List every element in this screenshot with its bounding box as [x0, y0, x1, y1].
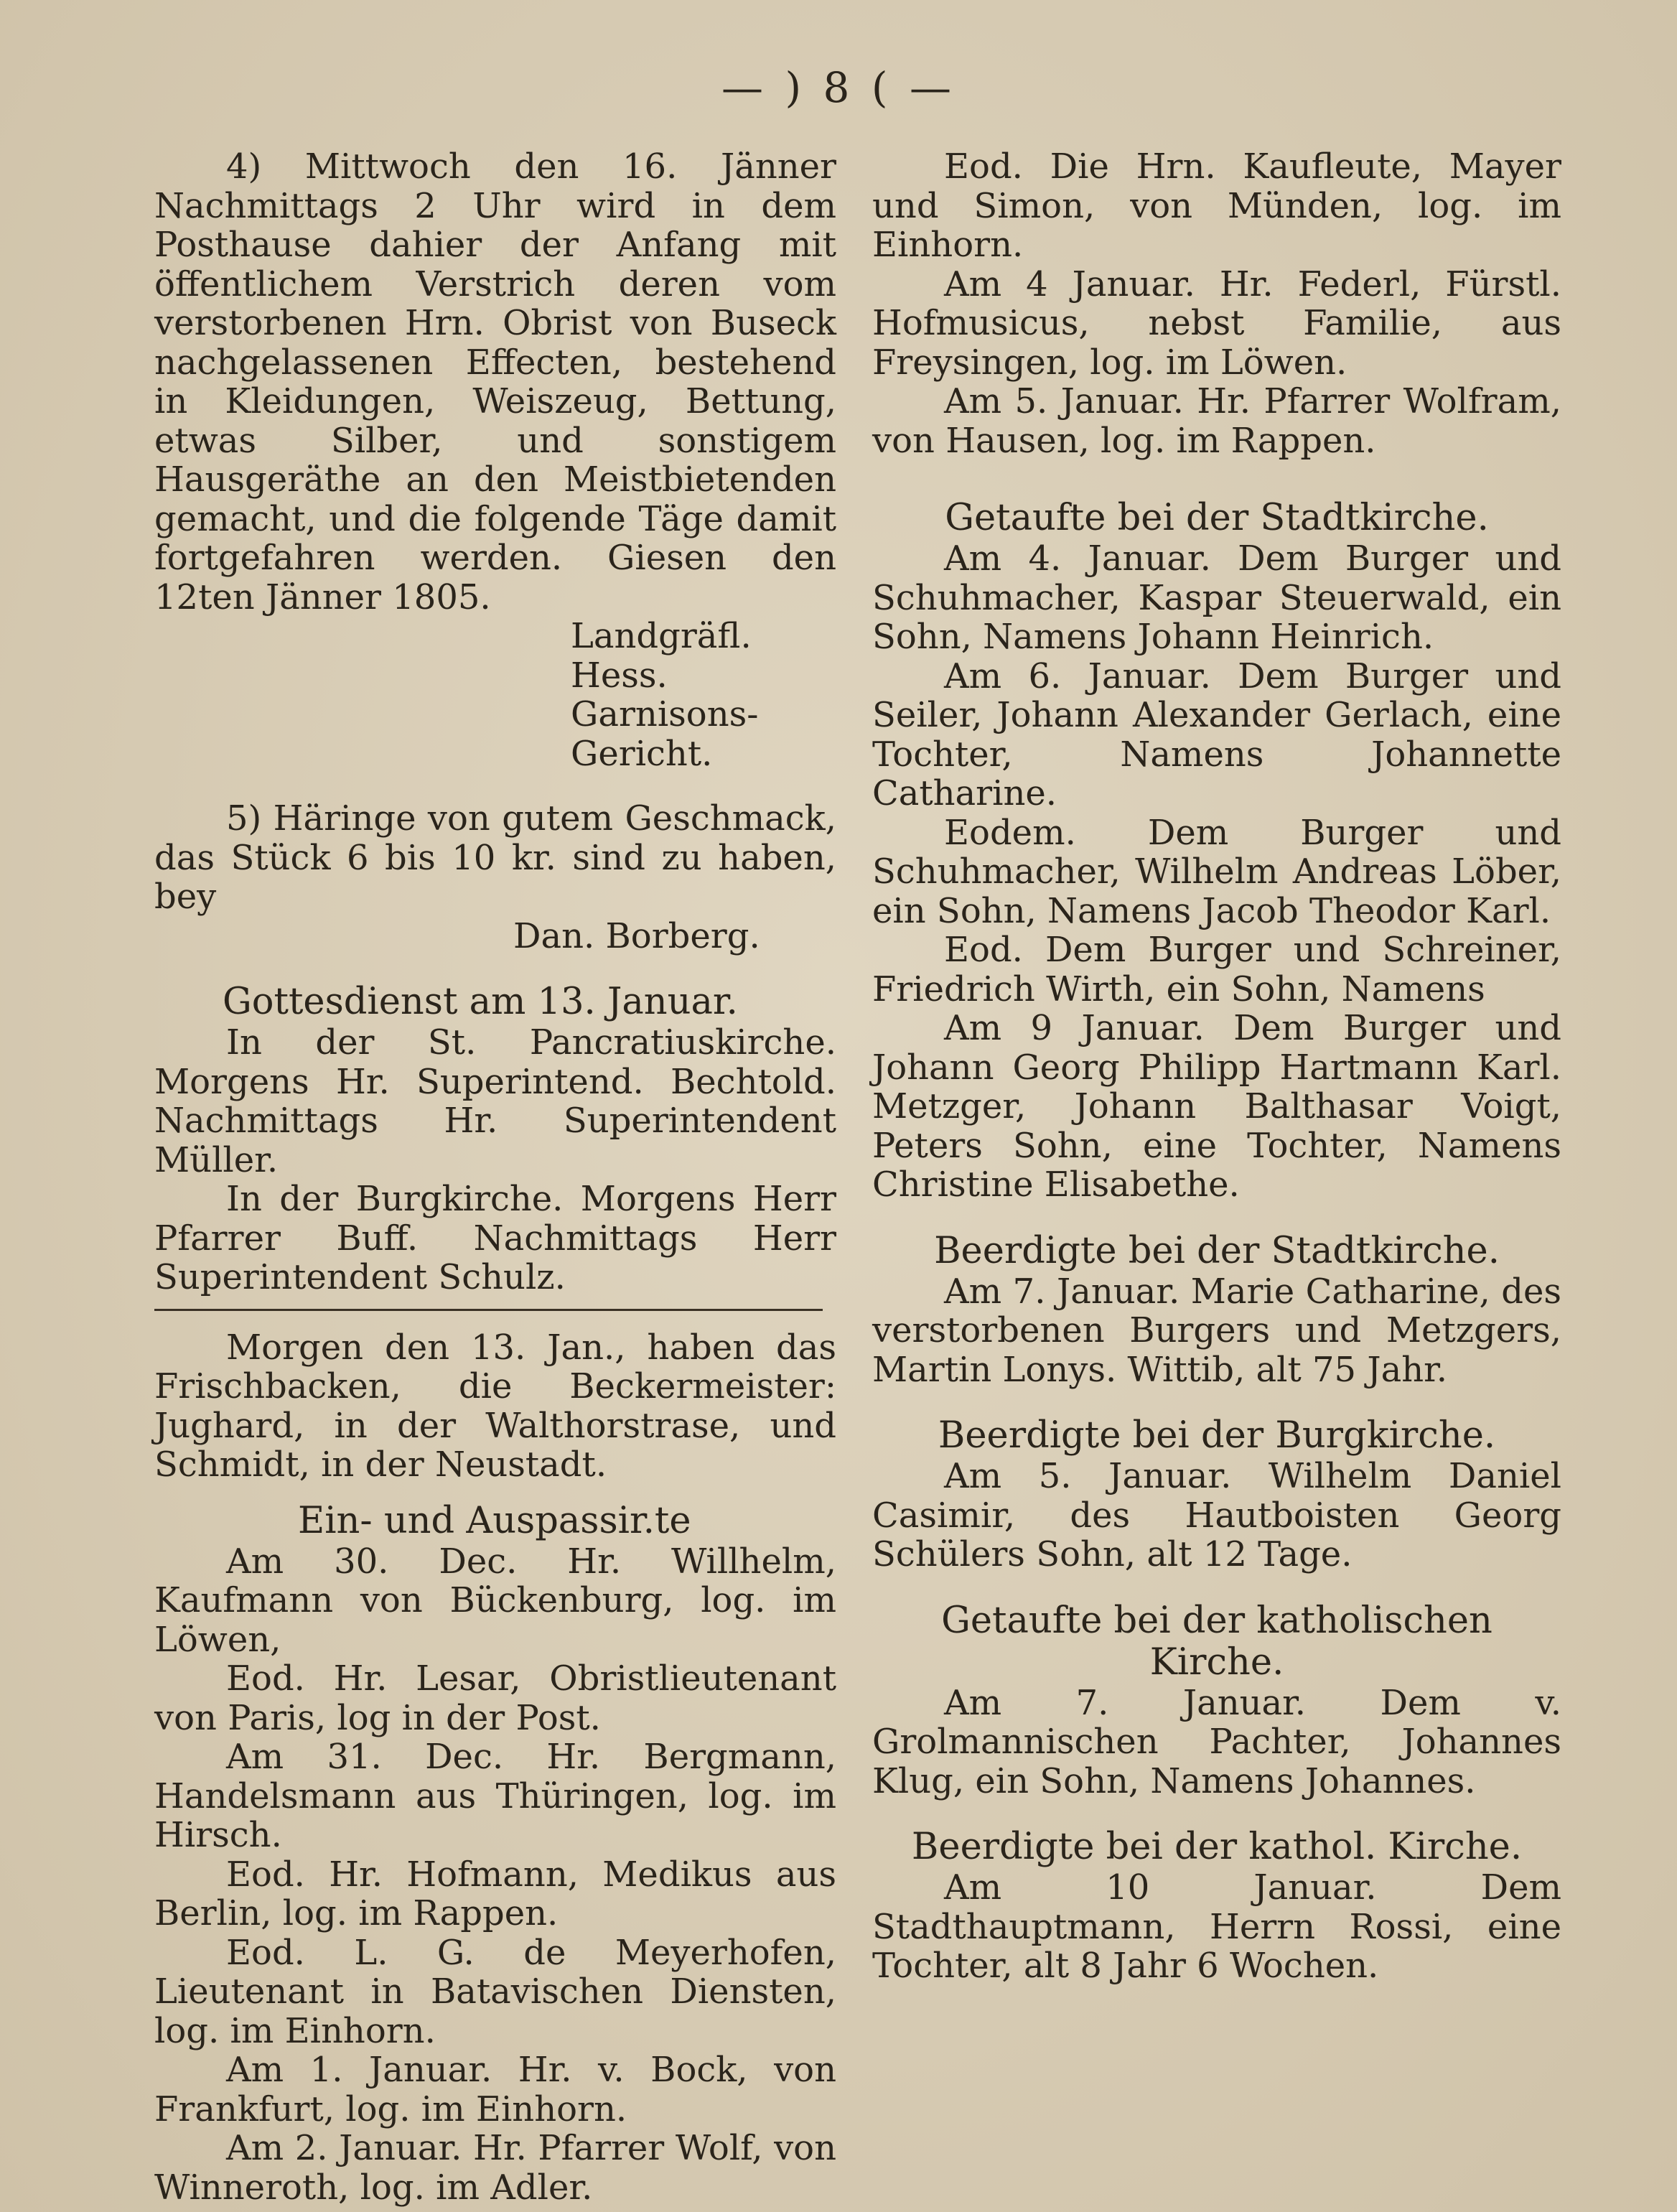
burial-entry: Am 10 Januar. Dem Stadthauptmann, Herrn Rossi, eine Tochter, alt 8 Jahr 6 Wochen.: [872, 1867, 1561, 1986]
notice-herring: 5) Häringe von gutem Geschmack, das Stück 6 bis 10 kr. sind zu haben, bey: [154, 798, 836, 917]
baptism-entry: Am 9 Januar. Dem Burger und Johann Georg Philipp Hartmann Karl. Metzger, Johann Balthasar Voigt, Peters Sohn, eine Tochter, Namens Christine Elisabethe.: [872, 1008, 1561, 1205]
baptism-entry: Eodem. Dem Burger und Schuhmacher, Wilhelm Andreas Löber, ein Sohn, Namens Jacob Theodor Karl.: [872, 812, 1561, 931]
baptized-catholic-heading: Getaufte bei der katholischen Kirche.: [941, 1599, 1493, 1684]
burial-entry: Am 5. Januar. Wilhelm Daniel Casimir, des Hautboisten Georg Schülers Sohn, alt 12 Tage.: [872, 1456, 1561, 1574]
traveler-entry: Eod. L. G. de Meyerhofen, Lieutenant in Batavischen Diensten, log. im Einhorn.: [154, 1932, 836, 2051]
traveler-entry: Am 31. Dec. Hr. Bergmann, Handelsmann aus Thüringen, log. im Hirsch.: [154, 1737, 836, 1855]
service-heading: Gottesdienst am 13. Januar.: [223, 981, 738, 1023]
traveler-entry: Am 30. Dec. Hr. Willhelm, Kaufmann von Bückenburg, log. im Löwen,: [154, 1541, 836, 1660]
baptized-city-heading: Getaufte bei der Stadtkirche.: [945, 497, 1489, 539]
traveler-entry: Eod. Die Hrn. Kaufleute, Mayer und Simon, von Münden, log. im Einhorn.: [872, 146, 1561, 265]
notice-herring-signature: Dan. Borberg.: [513, 915, 760, 956]
baptism-entry: Am 7. Januar. Dem v. Grolmannischen Pachter, Johannes Klug, ein Sohn, Namens Johannes.: [872, 1682, 1561, 1801]
notice-auction-signature: Landgräfl. Hess. Garnisons-Gericht.: [571, 616, 759, 774]
buried-city-heading: Beerdigte bei der Stadtkirche.: [934, 1229, 1500, 1272]
traveler-entry: Am 5. Januar. Hr. Pfarrer Wolfram, von Hausen, log. im Rappen.: [872, 381, 1561, 461]
buried-castle-heading: Beerdigte bei der Burgkirche.: [938, 1414, 1496, 1457]
travelers-heading: Ein- und Auspassir.te: [298, 1499, 691, 1542]
section-divider: [154, 1309, 823, 1311]
baptism-entry: Am 6. Januar. Dem Burger und Seiler, Johann Alexander Gerlach, eine Tochter, Namens Johannette Catharine.: [872, 655, 1561, 813]
right-column: [872, 147, 1561, 1986]
traveler-entry: Eod. Hr. Hofmann, Medikus aus Berlin, log. im Rappen.: [154, 1854, 836, 1933]
service-pancratius: In der St. Pancratiuskirche. Morgens Hr. Superintend. Bechtold. Nachmittags Hr. Superintendent Müller.: [154, 1022, 836, 1180]
page-number-header: — ) 8 ( —: [721, 63, 956, 112]
bakers-notice: Morgen den 13. Jan., haben das Frischbacken, die Beckermeister: Jughard, in der Walthorstrase, und Schmidt, in der Neustadt.: [154, 1327, 836, 1485]
buried-catholic-heading: Beerdigte bei der kathol. Kirche.: [911, 1826, 1523, 1868]
traveler-entry: Am 1. Januar. Hr. v. Bock, von Frankfurt, log. im Einhorn.: [154, 2050, 836, 2129]
traveler-entry: Am 4 Januar. Hr. Federl, Fürstl. Hofmusicus, nebst Familie, aus Freysingen, log. im Löwen.: [872, 263, 1561, 383]
traveler-entry: Eod. Hr. Lesar, Obristlieutenant von Paris, log in der Post.: [154, 1658, 836, 1738]
burial-entry: Am 7. Januar. Marie Catharine, des verstorbenen Burgers und Metzgers, Martin Lonys. Wittib, alt 75 Jahr.: [872, 1271, 1561, 1390]
baptism-entry: Am 4. Januar. Dem Burger und Schuhmacher, Kaspar Steuerwald, ein Sohn, Namens Johann Heinrich.: [872, 538, 1561, 657]
notice-auction: 4) Mittwoch den 16. Jänner Nachmittags 2 Uhr wird in dem Posthause dahier der Anfang mit öffentlichem Verstrich deren vom verstorbenen Hrn. Obrist von Buseck nachgelassenen Effecten, bestehend in Kleidungen, Weiszeug, Bettung, etwas Silber, und sonstigem Hausgeräthe an den Meistbietenden gemacht, und die folgende Täge damit fortgefahren werden. Giesen den 12ten Jänner 1805.: [154, 146, 836, 617]
traveler-entry: Am 2. Januar. Hr. Pfarrer Wolf, von Winneroth, log. im Adler.: [154, 2128, 836, 2208]
service-burgkirche: In der Burgkirche. Morgens Herr Pfarrer Buff. Nachmittags Herr Superintendent Schulz.: [154, 1179, 836, 1297]
baptism-entry: Eod. Dem Burger und Schreiner, Friedrich Wirth, ein Sohn, Namens: [872, 930, 1561, 1009]
left-column: [154, 147, 836, 2207]
